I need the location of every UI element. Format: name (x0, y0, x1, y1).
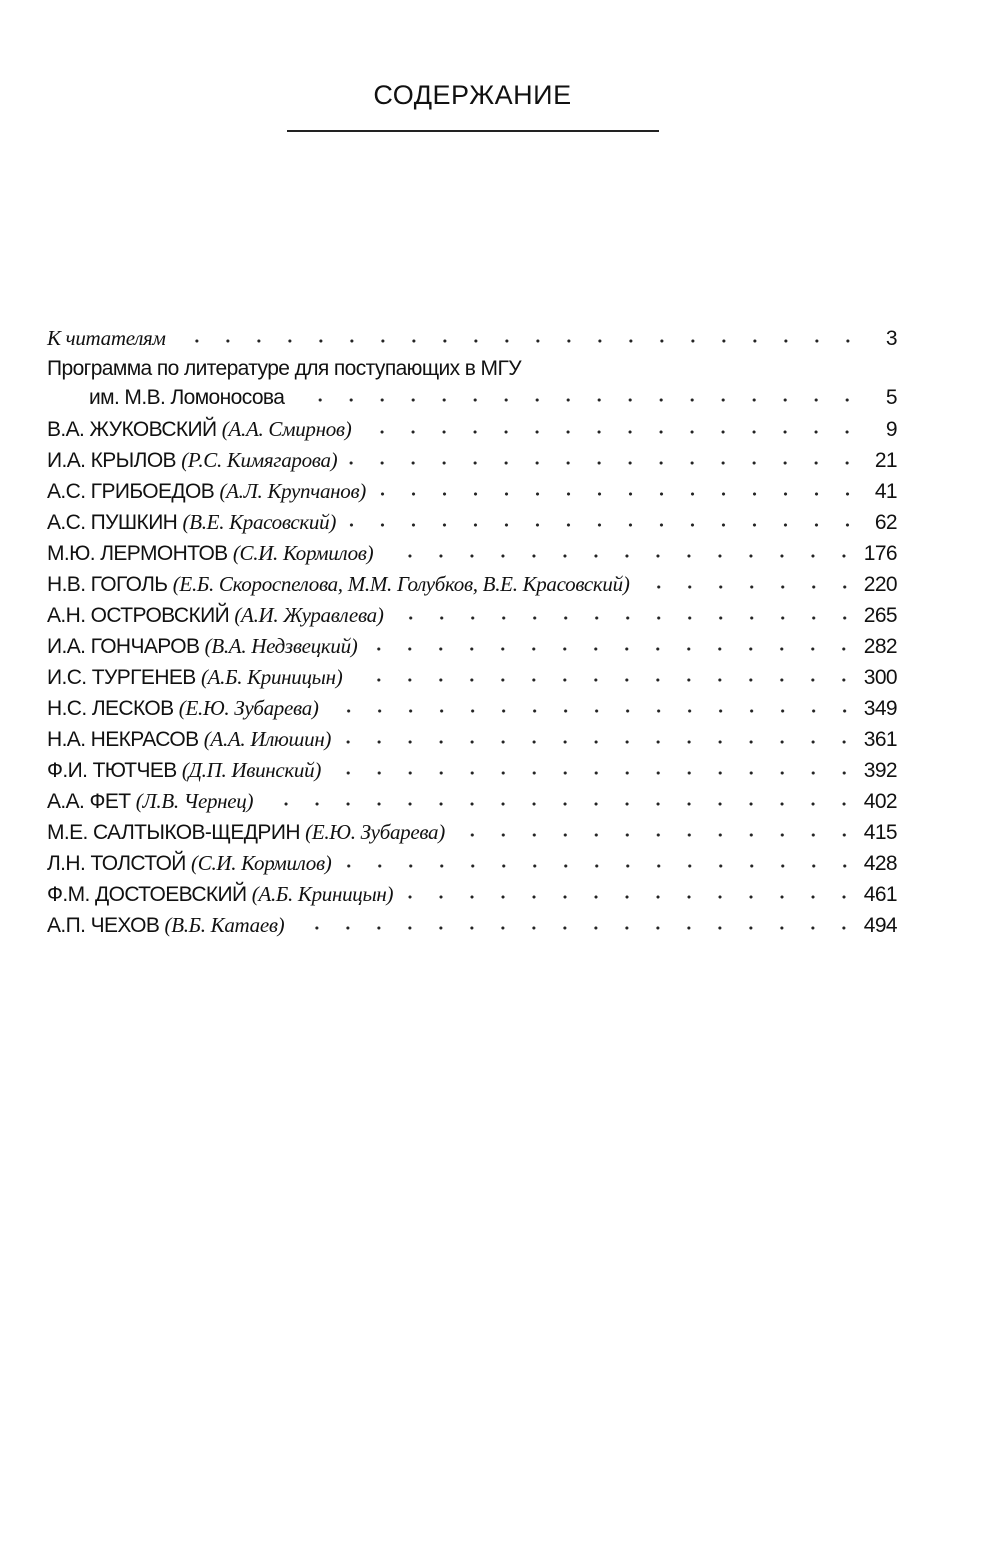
dot-leader (392, 614, 860, 622)
toc-entry[interactable] (47, 789, 897, 820)
entry-editor: (С.И. Кормилов) (232, 541, 374, 565)
entry-author: А.А. ФЕТ (47, 790, 131, 813)
dot-leader (339, 738, 860, 746)
page-number: 265 (863, 604, 897, 627)
entry-author: А.С. ГРИБОЕДОВ (47, 480, 215, 503)
entry-author: А.Н. ОСТРОВСКИЙ (47, 604, 230, 627)
dot-leader (345, 459, 863, 467)
entry-editor: (А.Б. Криницын) (200, 665, 343, 689)
dot-leader (340, 862, 860, 870)
entry-editor: (Е.Ю. Зубарева) (178, 696, 319, 720)
dot-leader (292, 396, 863, 404)
page-number: 349 (863, 697, 897, 720)
toc-entry[interactable] (47, 386, 897, 417)
dot-leader (638, 583, 860, 591)
toc-entry[interactable] (47, 479, 897, 510)
toc-entry[interactable] (47, 634, 897, 665)
page-number: 282 (863, 635, 897, 658)
page-number: 62 (874, 511, 897, 534)
toc-entry[interactable] (47, 727, 897, 758)
page-number: 361 (863, 728, 897, 751)
dot-leader (344, 521, 863, 529)
entry-editor: (А.А. Смирнов) (221, 417, 352, 441)
entry-editor: (В.Е. Красовский) (182, 510, 337, 534)
entry-author: М.Ю. ЛЕРМОНТОВ (47, 542, 228, 565)
page-number: 428 (863, 852, 897, 875)
page-number: 5 (885, 386, 897, 409)
toc-entry[interactable] (47, 572, 897, 603)
entry-editor: (В.А. Недзвецкий) (204, 634, 358, 658)
entry-title: Программа по литературе для поступающих в МГУ (47, 357, 521, 380)
page-number: 9 (885, 418, 897, 441)
dot-leader (329, 769, 860, 777)
page-number: 461 (863, 883, 897, 906)
entry-author: А.П. ЧЕХОВ (47, 914, 160, 937)
page-number: 402 (863, 790, 897, 813)
entry-author: Н.С. ЛЕСКОВ (47, 697, 174, 720)
dot-leader (350, 676, 859, 684)
toc-entry-line (47, 357, 897, 386)
page-number: 220 (863, 573, 897, 596)
dot-leader (174, 337, 863, 345)
dot-leader (327, 707, 860, 715)
title-underline (287, 130, 659, 132)
toc-entry[interactable] (47, 448, 897, 479)
dot-leader (292, 924, 859, 932)
entry-author: Ф.И. ТЮТЧЕВ (47, 759, 177, 782)
entry-editor: (А.Л. Крупчанов) (219, 479, 366, 503)
page-title: СОДЕРЖАНИЕ (373, 80, 572, 110)
entry-editor: (Д.П. Ивинский) (181, 758, 322, 782)
dot-leader (453, 831, 860, 839)
page-number: 21 (874, 449, 897, 472)
toc-entry[interactable] (47, 603, 897, 634)
dot-leader (261, 800, 860, 808)
toc-entry[interactable] (47, 913, 897, 944)
page-number: 300 (863, 666, 897, 689)
dot-leader (374, 490, 863, 498)
entry-author: И.А. ГОНЧАРОВ (47, 635, 200, 658)
page-number: 494 (863, 914, 897, 937)
entry-author: Н.В. ГОГОЛЬ (47, 573, 168, 596)
page-number: 176 (863, 542, 897, 565)
toc-entry[interactable] (47, 820, 897, 851)
toc-entry[interactable] (47, 882, 897, 913)
toc-entry[interactable] (47, 665, 897, 696)
toc-entry[interactable] (47, 510, 897, 541)
entry-editor: (А.А. Илюшин) (203, 727, 332, 751)
toc-entry[interactable] (47, 696, 897, 727)
page-number: 3 (885, 327, 897, 350)
toc-entry[interactable] (47, 851, 897, 882)
entry-author: М.Е. САЛТЫКОВ-ЩЕДРИН (47, 821, 300, 844)
dot-leader (381, 552, 859, 560)
entry-editor: (А.Б. Криницын) (251, 882, 394, 906)
entry-editor: (В.Б. Катаев) (164, 913, 285, 937)
entry-editor: (С.И. Кормилов) (191, 851, 332, 875)
entry-editor: К читателям (47, 326, 166, 350)
dot-leader (365, 645, 859, 653)
entry-editor: (Е.Ю. Зубарева) (305, 820, 445, 844)
toc-entry[interactable] (47, 758, 897, 789)
page-number: 392 (863, 759, 897, 782)
dot-leader (401, 893, 860, 901)
entry-author: Л.Н. ТОЛСТОЙ (47, 852, 186, 875)
entry-editor: (Л.В. Чернец) (135, 789, 254, 813)
table-of-contents (47, 326, 897, 944)
entry-title-continuation: им. М.В. Ломоносова (89, 386, 285, 409)
entry-editor: (Е.Б. Скороспелова, М.М. Голубков, В.Е. Красовский) (172, 572, 630, 596)
entry-author: Н.А. НЕКРАСОВ (47, 728, 199, 751)
entry-author: И.А. КРЫЛОВ (47, 449, 176, 472)
toc-entry[interactable] (47, 417, 897, 448)
entry-author: Ф.М. ДОСТОЕВСКИЙ (47, 883, 247, 906)
page-number: 41 (874, 480, 897, 503)
entry-author: А.С. ПУШКИН (47, 511, 178, 534)
dot-leader (359, 428, 863, 436)
toc-entry[interactable] (47, 541, 897, 572)
toc-entry[interactable] (47, 326, 897, 357)
entry-editor: (А.И. Журавлева) (234, 603, 384, 627)
entry-author: В.А. ЖУКОВСКИЙ (47, 418, 217, 441)
entry-editor: (Р.С. Кимягарова) (181, 448, 338, 472)
page-number: 415 (863, 821, 897, 844)
entry-author: И.С. ТУРГЕНЕВ (47, 666, 196, 689)
